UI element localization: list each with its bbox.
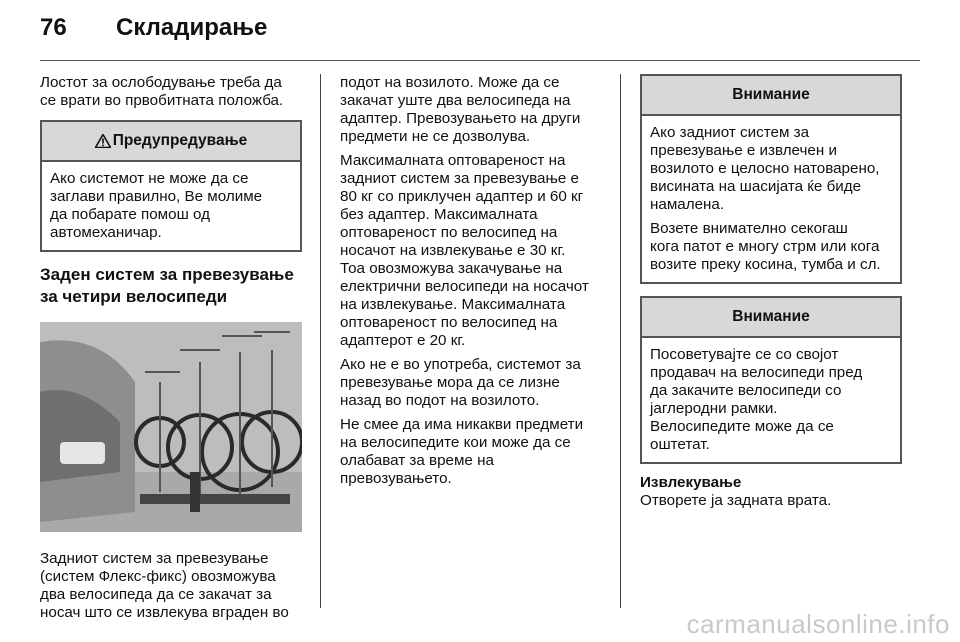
column-left: [40, 74, 302, 628]
notice-body: Посоветувајте се со својот продавач на велосипеди пред да закачите велосипеди со јаглеродни рамки. Велосипедите може да се оштетат.: [650, 346, 863, 453]
bike-carrier-illustration: [40, 322, 302, 532]
notice-box: [640, 74, 902, 284]
column-middle: [340, 74, 602, 494]
paragraph: подот на возилото. Може да се закачат уште два велосипеда на адаптер. Превозувањето на други предмети не се дозволува.: [340, 74, 581, 145]
photo-caption: Задниот систем за превезување (систем Флекс-фикс) овозможува два велосипеда да се закачат за носач што се извлекува вграден во: [40, 550, 289, 621]
chapter-title: Складирање: [116, 14, 268, 41]
notice-box: [640, 296, 902, 464]
column-divider-1: [320, 74, 321, 608]
notice-title: Внимание: [642, 76, 900, 116]
paragraph: Ако не е во употреба, системот за превезување мора да се лизне назад во подот на возилото.: [340, 356, 581, 409]
notice-body: Ако задниот систем за превезување е извлечен и возилото е целосно натоварено, висината на шасијата ќе биде намалена. Возете внимателно секогаш кога патот е многу стрм или кога возите преку косина, тумба и сл.: [650, 124, 881, 273]
watermark: carmanualsonline.info: [686, 609, 950, 639]
warning-box: [40, 120, 302, 252]
subheading: Извлекување: [640, 474, 742, 491]
warning-title: Предупредување: [42, 122, 300, 162]
subheading-text: Отворете ја задната врата.: [640, 492, 832, 509]
paragraph: Не смее да има никакви предмети на велосипедите кои може да се олабават за време на превозувањето.: [340, 416, 584, 487]
notice-title: Внимание: [642, 298, 900, 338]
paragraph: Максималната оптовареност на задниот систем за превезување е 80 кг со приклучен адаптер и 60 кг без адаптер. Максималната оптовареност по велосипед на носачот на извлекување е 30 кг. Тоа овозможува закачување на електрични велосипеди на носачот на извлекување. Максималната оптовареност по велосипед на адаптерот е 20 кг.: [340, 152, 589, 349]
bike-carrier-photo: [40, 322, 302, 532]
intro-paragraph: Лостот за ослободување треба да се врати во првобитната положба.: [40, 74, 284, 109]
warning-triangle-icon: [95, 134, 111, 148]
column-divider-2: [620, 74, 621, 608]
warning-body: Ако системот не може да се заглави правилно, Ве молиме да побарате помош од автомеханичар.: [50, 170, 263, 241]
column-right: [640, 74, 902, 516]
page-number: 76: [40, 14, 67, 41]
header-divider: [40, 60, 920, 61]
section-heading: Заден систем за превезување за четири велосипеди: [40, 265, 294, 306]
page-header: [40, 14, 920, 50]
